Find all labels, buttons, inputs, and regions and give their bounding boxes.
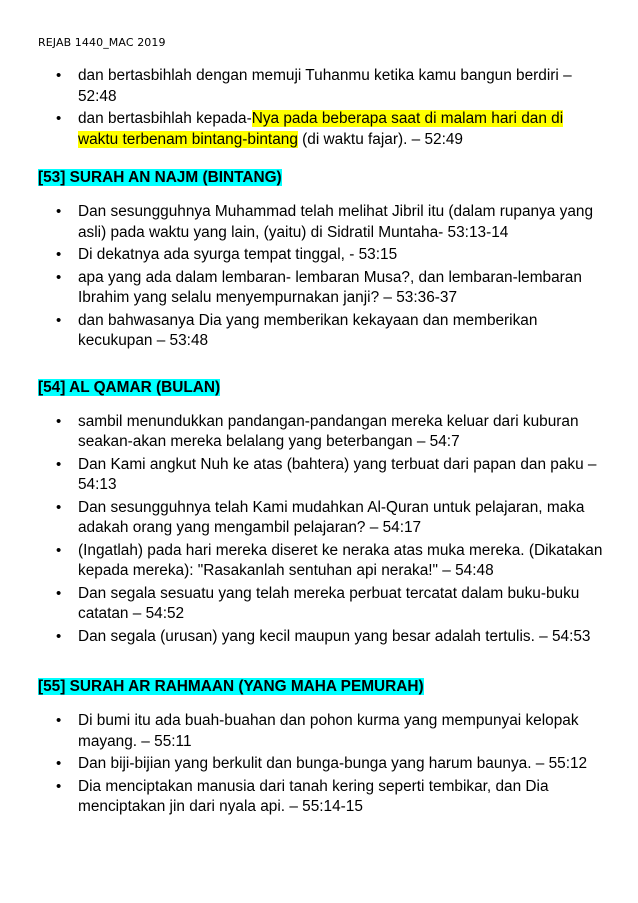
highlighted-text: Nya pada beberapa saat di malam hari dan di waktu terbenam bintang-bintang — [78, 110, 564, 148]
section-55-list — [38, 711, 603, 818]
list-item: • dan bertasbihlah dengan memuji Tuhanmu ketika kamu bangun berdiri – 52:48 — [38, 66, 603, 107]
section-heading-53: [53] SURAH AN NAJM (BINTANG) — [38, 169, 282, 186]
list-item: • dan bahwasanya Dia yang memberikan kekayaan dan memberikan kecukupan – 53:48 — [38, 311, 603, 352]
list-item — [38, 109, 603, 150]
running-header: REJAB 1440_MAC 2019 — [38, 36, 166, 49]
list-item: • Dan Kami angkut Nuh ke atas (bahtera) yang terbuat dari papan dan paku – 54:13 — [38, 455, 603, 496]
document-body — [38, 66, 603, 820]
list-item: • Di dekatnya ada syurga tempat tinggal, - 53:15 — [38, 245, 603, 266]
list-item: • Dan sesungguhnya telah Kami mudahkan Al-Quran untuk pelajaran, maka adakah orang yang mengambil pelajaran? – 54:17 — [38, 498, 603, 539]
list-item: • Dia menciptakan manusia dari tanah kering seperti tembikar, dan Dia menciptakan jin dari nyala api. – 55:14-15 — [38, 777, 603, 818]
list-item: • Di bumi itu ada buah-buahan dan pohon kurma yang mempunyai kelopak mayang. – 55:11 — [38, 711, 603, 752]
section-heading-54: [54] AL QAMAR (BULAN) — [38, 378, 221, 396]
section-54-list — [38, 412, 603, 648]
section-53-list — [38, 202, 603, 352]
list-item: • (Ingatlah) pada hari mereka diseret ke neraka atas muka mereka. (Dikatakan kepada mereka): "Rasakanlah sentuhan api neraka!" – 54:48 — [38, 541, 603, 582]
list-item: • Dan biji-bijian yang berkulit dan bunga-bunga yang harum baunya. – 55:12 — [38, 754, 603, 775]
item-text: (di waktu fajar). – 52:49 — [297, 130, 463, 148]
list-item: • Dan segala sesuatu yang telah mereka perbuat tercatat dalam buku-buku catatan – 54:52 — [38, 584, 603, 625]
list-item: • sambil menundukkan pandangan-pandangan mereka keluar dari kuburan seakan-akan mereka belalang yang beterbangan – 54:7 — [38, 412, 603, 453]
intro-list — [38, 66, 603, 150]
list-item: • Dan segala (urusan) yang kecil maupun yang besar adalah tertulis. – 54:53 — [38, 627, 603, 648]
section-heading-55: [55] SURAH AR RAHMAAN (YANG MAHA PEMURAH) — [38, 678, 424, 695]
list-item: • apa yang ada dalam lembaran- lembaran Musa?, dan lembaran-lembaran Ibrahim yang selalu menyempurnakan janji? – 53:36-37 — [38, 268, 603, 309]
item-text: dan bertasbihlah kepada- — [78, 110, 252, 127]
list-item: • Dan sesungguhnya Muhammad telah melihat Jibril itu (dalam rupanya yang asli) pada waktu yang lain, (yaitu) di Sidratil Muntaha- 53:13-14 — [38, 202, 603, 243]
